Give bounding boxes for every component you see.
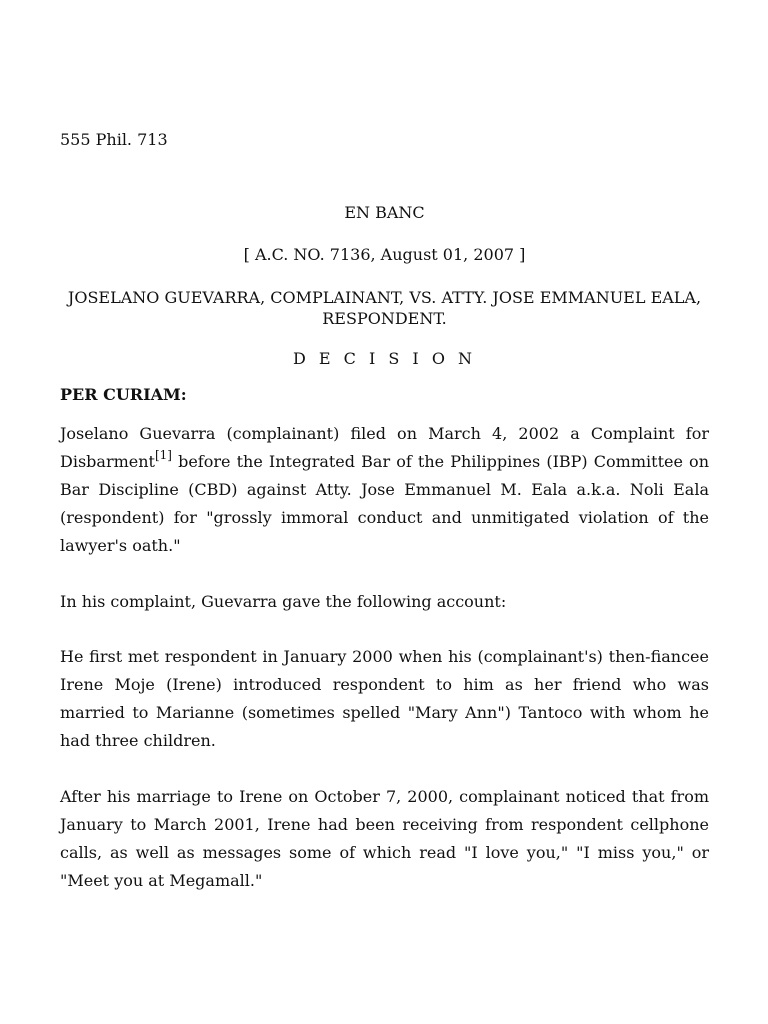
paragraph-first-meeting: He first met respondent in January 2000 when his (complainant's) then-fiancee Irene Moje (Irene) introduced respondent to him as her friend who was married to Marianne (sometimes spelled "Mary Ann") Tantoco with whom he had three children. bbox=[60, 647, 709, 750]
footnote-link[interactable]: [1] bbox=[154, 447, 172, 462]
paragraph-account-intro: In his complaint, Guevarra gave the following account: bbox=[60, 592, 507, 611]
paragraph-text: Joselano Guevarra (complainant) filed on March 4, 2002 a Complaint for Disbarment bbox=[60, 424, 709, 471]
paragraph-complaint-filed bbox=[60, 420, 709, 560]
per-curiam-heading: PER CURIAM: bbox=[60, 385, 187, 404]
case-number: [ A.C. NO. 7136, August 01, 2007 ] bbox=[243, 245, 526, 264]
case-citation: 555 Phil. 713 bbox=[60, 130, 168, 149]
decision-heading: D E C I S I O N bbox=[292, 349, 477, 368]
case-parties: JOSELANO GUEVARRA, COMPLAINANT, VS. ATTY. JOSE EMMANUEL EALA, RESPONDENT. bbox=[67, 288, 702, 328]
court-division: EN BANC bbox=[344, 203, 425, 222]
paragraph-after-marriage: After his marriage to Irene on October 7, 2000, complainant noticed that from January to March 2001, Irene had been receiving from respondent cellphone calls, as well as messages some of which read "I love you," "I miss you," or "Meet you at Megamall." bbox=[60, 787, 709, 890]
paragraph-text: before the Integrated Bar of the Philippines (IBP) Committee on Bar Discipline (CBD) against Atty. Jose Emmanuel M. Eala a.k.a. Noli Eala (respondent) for "grossly immoral conduct and unmitigated violation of the lawyer's oath." bbox=[60, 452, 709, 555]
